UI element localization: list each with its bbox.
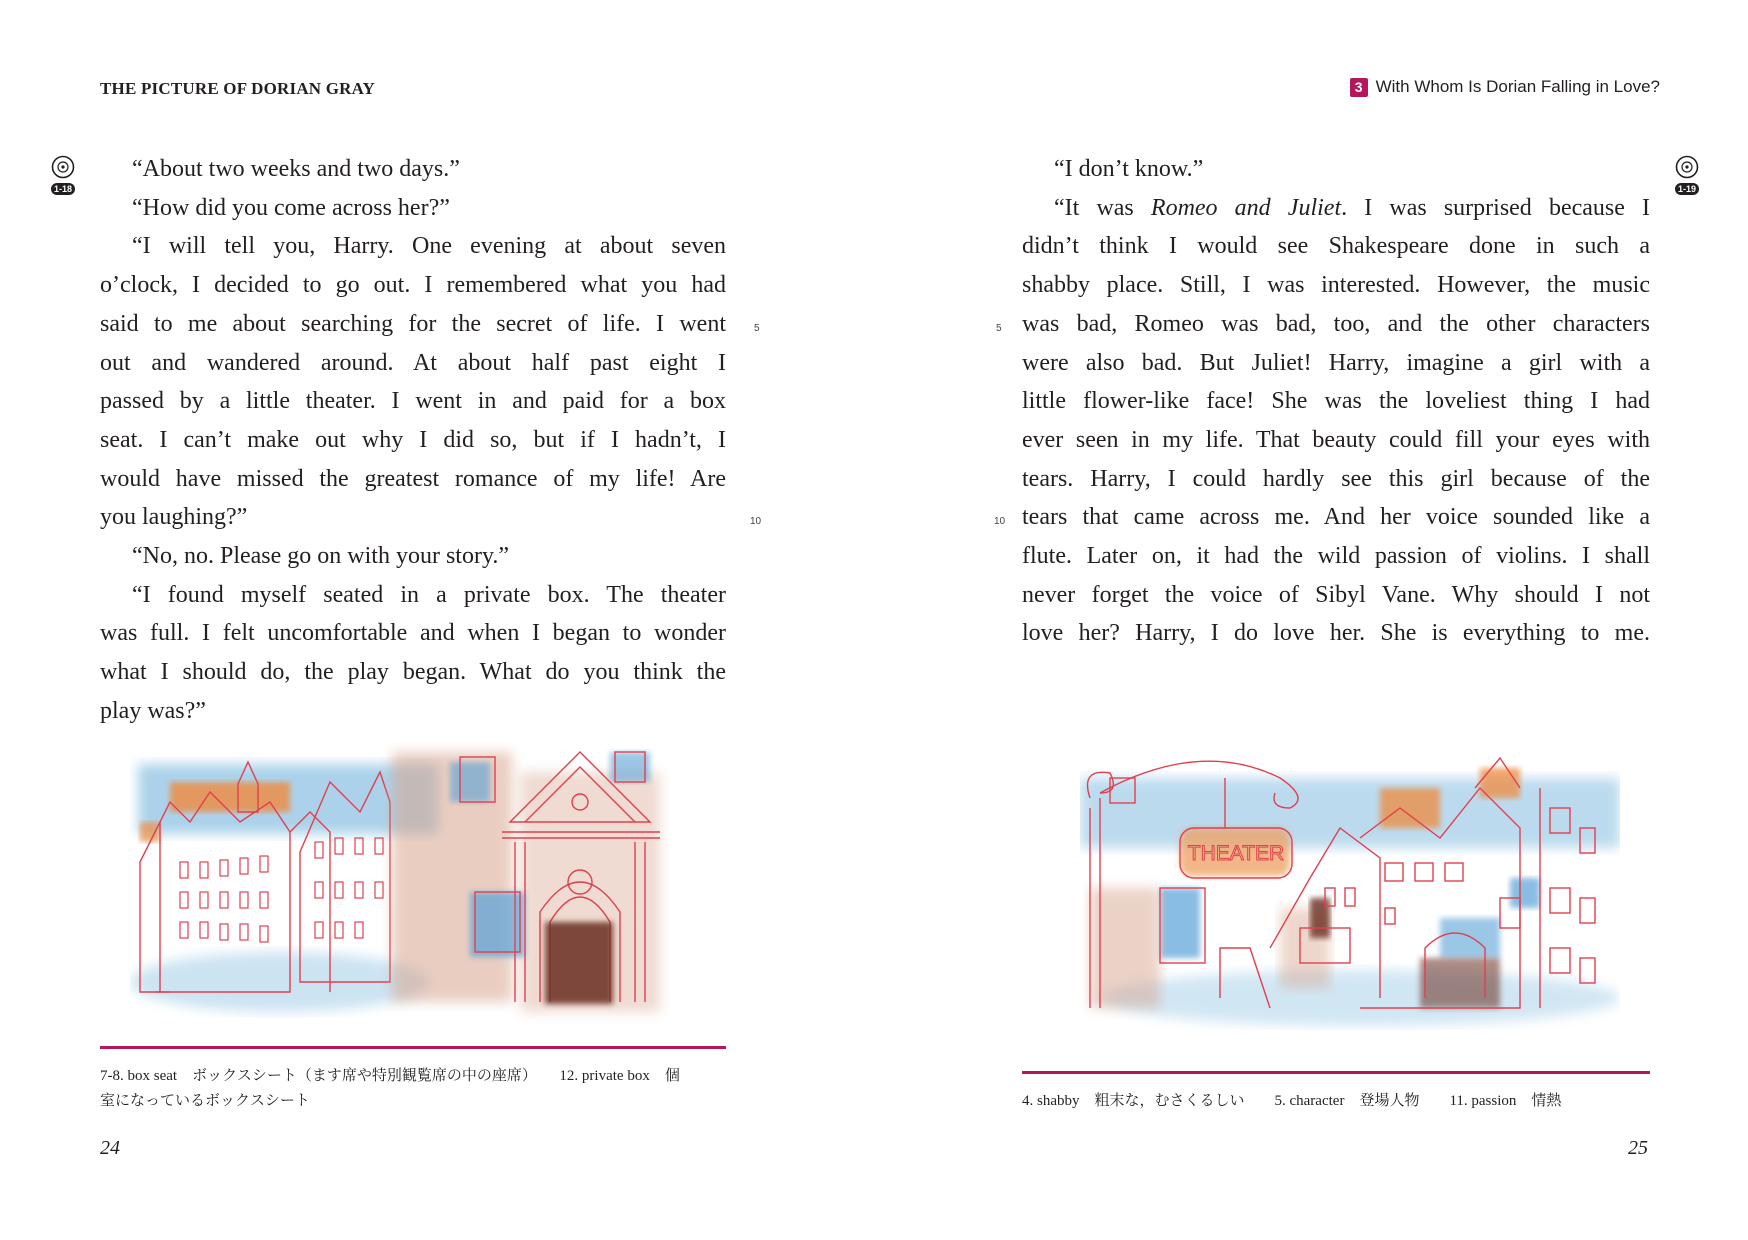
text-line: ever seen in my life. That beauty could fill your eyes with bbox=[1022, 426, 1650, 453]
text-line: said to me about searching for the secret of life. I went bbox=[100, 310, 726, 337]
play-title: Romeo and Juliet bbox=[1150, 194, 1342, 221]
line-number: 10 bbox=[994, 516, 1006, 527]
text-line: play was?” bbox=[100, 697, 206, 724]
running-head-left: THE PICTURE OF DORIAN GRAY bbox=[100, 79, 376, 98]
line-number: 10 bbox=[750, 516, 762, 527]
text-line: were also bad. But Juliet! Harry, imagine a girl with a bbox=[1022, 349, 1650, 376]
left-body-text bbox=[100, 150, 726, 731]
theater-sign-illustration bbox=[1080, 748, 1620, 1030]
text-line: o’clock, I decided to go out. I remembered what you had bbox=[100, 272, 726, 299]
text-line: would have missed the greatest romance of my life! Are bbox=[100, 465, 726, 492]
text-run: “It was bbox=[1054, 194, 1151, 221]
text-line: tears that came across me. And her voice sounded like a bbox=[1022, 504, 1650, 531]
glossary-line: 室になっているボックスシート bbox=[100, 1093, 310, 1109]
text-line: seat. I can’t make out why I did so, but if I hadn’t, I bbox=[100, 426, 726, 453]
glossary-rule bbox=[100, 1046, 726, 1049]
chapter-number-badge: 3 bbox=[1350, 78, 1368, 97]
glossary-line: 7-8. box seat ボックスシート（ます席や特別観覧席の中の座席） 12. private box 個 bbox=[100, 1068, 680, 1084]
glossary-rule bbox=[1022, 1071, 1650, 1074]
text-line: “No, no. Please go on with your story.” bbox=[132, 543, 510, 570]
cd-icon bbox=[1675, 155, 1699, 179]
theater-sign-text: THEATER bbox=[1187, 842, 1285, 865]
text-line: “I will tell you, Harry. One evening at about seven bbox=[132, 233, 726, 260]
text-line: didn’t think I would see Shakespeare done in such a bbox=[1022, 233, 1650, 260]
text-line: was bad, Romeo was bad, too, and the other characters bbox=[1022, 310, 1650, 337]
cd-track-label: 1-19 bbox=[1675, 183, 1699, 195]
text-line: never forget the voice of Sibyl Vane. Why should I not bbox=[1022, 581, 1650, 608]
text-line: was full. I felt uncomfortable and when I began to wonder bbox=[100, 620, 726, 647]
text-run: . I was surprised because I bbox=[1341, 194, 1651, 221]
page-number-right: 25 bbox=[1628, 1137, 1648, 1159]
line-number: 5 bbox=[996, 323, 1002, 334]
page-number-left: 24 bbox=[100, 1137, 120, 1159]
chapter-title: With Whom Is Dorian Falling in Love? bbox=[1375, 77, 1660, 96]
text-line: love her? Harry, I do love her. She is everything to me. bbox=[1022, 620, 1650, 647]
text-line: flute. Later on, it had the wild passion of violins. I shall bbox=[1022, 543, 1650, 570]
text-line: you laughing?” bbox=[100, 504, 248, 531]
line-number: 5 bbox=[754, 323, 760, 334]
text-line: “About two weeks and two days.” bbox=[132, 156, 460, 182]
text-line: little flower-like face! She was the loveliest thing I had bbox=[1022, 388, 1650, 415]
text-line bbox=[1022, 189, 1650, 228]
running-head-right bbox=[1350, 77, 1660, 97]
text-line: “I don’t know.” bbox=[1054, 156, 1204, 182]
text-line: out and wandered around. At about half past eight I bbox=[100, 349, 726, 376]
right-glossary: 4. shabby 粗末な，むさくるしい 5. character 登場人物 11. passion 情熱 bbox=[1022, 1093, 1562, 1109]
text-line: “I found myself seated in a private box. The theater bbox=[132, 581, 726, 608]
text-line: passed by a little theater. I went in and paid for a box bbox=[100, 388, 726, 415]
cd-track-marker-left bbox=[48, 155, 78, 197]
cd-icon bbox=[51, 155, 75, 179]
street-theater-illustration bbox=[130, 742, 670, 1024]
cd-track-marker-right bbox=[1672, 155, 1702, 197]
text-line: “How did you come across her?” bbox=[132, 194, 450, 221]
right-body-text bbox=[1022, 150, 1650, 653]
text-line: tears. Harry, I could hardly see this girl because of the bbox=[1022, 465, 1650, 492]
text-line: shabby place. Still, I was interested. However, the music bbox=[1022, 272, 1650, 299]
cd-track-label: 1-18 bbox=[51, 183, 75, 195]
text-line: what I should do, the play began. What do you think the bbox=[100, 659, 726, 686]
left-glossary bbox=[100, 1064, 740, 1114]
